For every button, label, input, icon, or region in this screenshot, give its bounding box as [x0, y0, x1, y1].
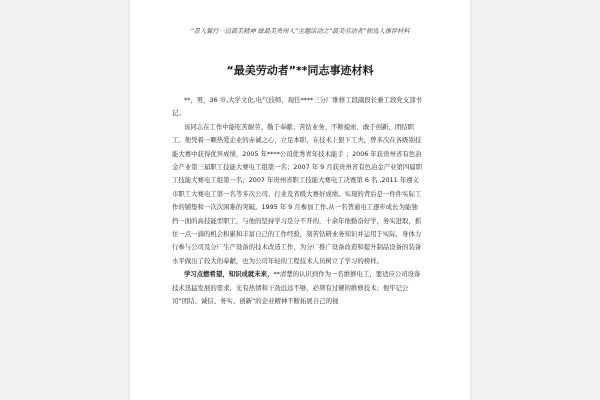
document-title: “最美劳动者”**同志事迹材料 — [226, 64, 374, 77]
paragraph-intro: **，男，36 岁,大学文化,电气技师，现任****三分厂维修工段副段长兼工段党支部书记。 — [172, 96, 422, 118]
paragraph-learning — [172, 268, 424, 308]
document-body — [172, 94, 424, 309]
paragraph-learning-text: **清楚的认识到作为一名维修电工，要适应公司设备技术迅猛发展的需求，光有热情和干劲远远不够，必须有过硬的维修技术；他牢记公司“团结、诚信、务实、创新”的企业精神不断拓展自己的视 — [172, 270, 421, 306]
document-header-subtitle: “景人翼行一迈最美精神 做最美贵州人”主题活动之“最美劳动者”候选人推荐材料 — [190, 28, 410, 35]
document-page — [130, 0, 470, 400]
paragraph-achievements: 该同志在工作中能吃苦耐劳、勤于奉献；苦钻业务、不断摸索、敢于创新、团结职工。他凭着一颗热爱企业的赤诚之心，立足本职，在技术上狠下工夫，曾多次在各级别技能大赛中获得优异成绩，2005 年****公司优秀青年技术能手 ；2006 年获贵州省有色冶金产业第三届职工技能大赛电工组第一名；2007 年 9 月获贵州省有色冶金产业第四届职工技能大赛电工组第一名；2007 年贵州省职工技能大赛电工决赛第 6 名 ,2011 年遵义市职工大赛电工第一名等多次公司、行业及省级大赛好成绩。实现的背后是一件件实际工作的铺垫和一次次困难的突破。1995 年 9 月参加工作,从一名普通电工逐步成长为能独挡一面的高技能型职工，与他的坚持学习是分不开的，十余年他勤奋好学，务实进取，抓住一点一滴的机会积累和丰富自己的工作经验，刻苦钻研业务知识并运用于实际，身体力行参与公司及分厂生产设备的技术改造工作，为分厂推广设备改造和提升制品设备的装备水平做出了较大的奉献，也为公司年轻的工程技术人员树立了学习的榜样。 — [172, 122, 423, 265]
paragraph-lead-bold: 学习点燃希望，知识成就未来， — [184, 270, 274, 279]
